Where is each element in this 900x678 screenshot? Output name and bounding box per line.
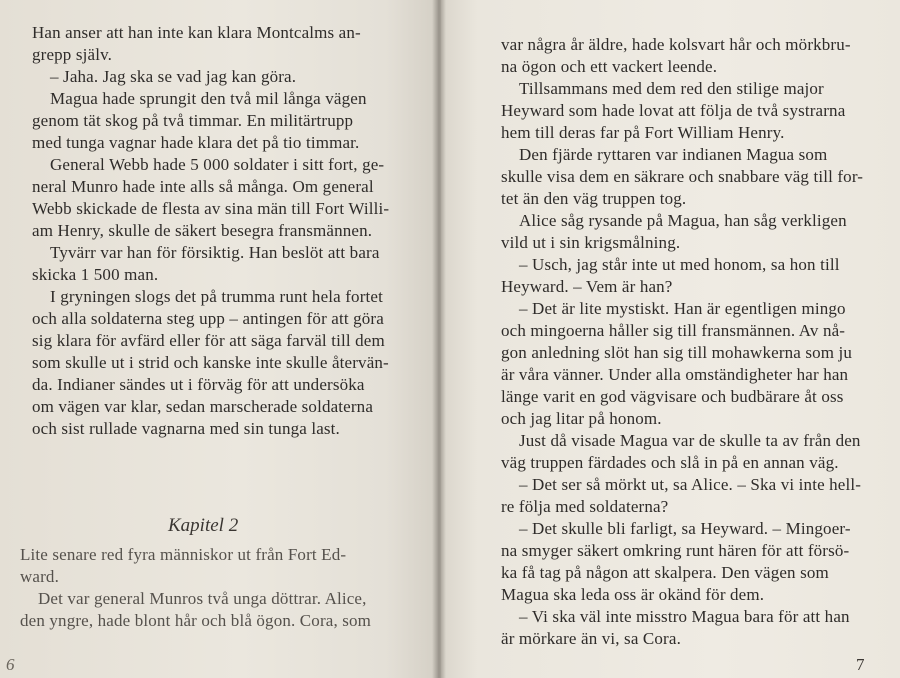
text-line: är mörkare än vi, sa Cora.	[501, 629, 681, 648]
text-line: – Jaha. Jag ska se vad jag kan göra.	[50, 67, 297, 86]
text-line: Webb skickade de flesta av sina män till Fort Willi-	[32, 199, 390, 218]
text-line: – Det skulle bli farligt, sa Heyward. – Mingoer-	[519, 519, 851, 538]
left-page	[0, 0, 438, 678]
left-page-top-text	[32, 22, 400, 440]
text-line: Lite senare red fyra människor ut från Fort Ed-	[20, 545, 347, 564]
right-page-text	[501, 34, 876, 650]
text-line: skicka 1 500 man.	[32, 265, 159, 284]
text-line: re följa med soldaterna?	[501, 497, 669, 516]
text-line: Tillsammans med dem red den stilige major	[519, 79, 824, 98]
text-line: tet än den väg truppen tog.	[501, 189, 687, 208]
text-line: grepp själv.	[32, 45, 113, 64]
text-line: skulle visa dem en säkrare och snabbare väg till for-	[501, 167, 864, 186]
text-line: Heyward som hade lovat att följa de två systrarna	[501, 101, 846, 120]
text-line: och alla soldaterna steg upp – antingen för att göra	[32, 309, 384, 328]
text-line: ward.	[20, 567, 59, 586]
text-line: sig klara för avfärd eller för att säga farväl till dem	[32, 331, 385, 350]
text-line: – Usch, jag står inte ut med honom, sa hon till	[519, 255, 840, 274]
text-line: och sist rullade vagnarna med sin tunga last.	[32, 419, 340, 438]
text-line: I gryningen slogs det på trumma runt hela fortet	[50, 287, 383, 306]
text-line: den yngre, hade blont hår och blå ögon. Cora, som	[20, 611, 372, 630]
text-line: – Vi ska väl inte misstro Magua bara för att han	[519, 607, 850, 626]
text-line: genom tät skog på två timmar. En militärtrupp	[32, 111, 354, 130]
text-line: na smyger säkert omkring runt hären för att försö-	[501, 541, 850, 560]
book-gutter	[432, 0, 446, 678]
chapter-heading: Kapitel 2	[168, 515, 239, 536]
text-line: länge varit en god vägvisare och budbärare åt oss	[501, 387, 844, 406]
text-line: – Det är lite mystiskt. Han är egentligen mingo	[519, 299, 846, 318]
text-line: Den fjärde ryttaren var indianen Magua som	[519, 145, 828, 164]
text-line: väg truppen färdades och slå in på en annan väg.	[501, 453, 839, 472]
text-line: – Det ser så mörkt ut, sa Alice. – Ska vi inte hell-	[519, 475, 862, 494]
text-line: General Webb hade 5 000 soldater i sitt fort, ge-	[50, 155, 385, 174]
text-line: hem till deras far på Fort William Henry.	[501, 123, 785, 142]
text-line: neral Munro hade inte alls så många. Om general	[32, 177, 374, 196]
text-line: am Henry, skulle de säkert besegra fransmännen.	[32, 221, 373, 240]
text-line: var några år äldre, hade kolsvart hår och mörkbru-	[501, 35, 851, 54]
text-line: Just då visade Magua var de skulle ta av från den	[519, 431, 861, 450]
text-line: Han anser att han inte kan klara Montcalms an-	[32, 23, 361, 42]
text-line: och jag litar på honom.	[501, 409, 662, 428]
text-line: Heyward. – Vem är han?	[501, 277, 673, 296]
page-number-right: 7	[856, 655, 865, 674]
text-line: Alice såg rysande på Magua, han såg verkligen	[519, 211, 847, 230]
text-line: om vägen var klar, sedan marscherade soldaterna	[32, 397, 374, 416]
text-line: ka få tag på någon att skalpera. Den vägen som	[501, 563, 829, 582]
text-line: är våra vänner. Under alla omständigheter har han	[501, 365, 849, 384]
left-page-bottom-text	[20, 544, 400, 632]
right-page	[441, 0, 900, 678]
text-line: na ögon och ett vackert leende.	[501, 57, 718, 76]
text-line: med tunga vagnar hade klara det på tio timmar.	[32, 133, 360, 152]
text-line: vild ut i sin krigsmålning.	[501, 233, 681, 252]
text-line: Magua hade sprungit den två mil långa vägen	[50, 89, 367, 108]
text-line: da. Indianer sändes ut i förväg för att undersöka	[32, 375, 365, 394]
text-line: Det var general Munros två unga döttrar. Alice,	[38, 589, 367, 608]
text-line: och mingoerna håller sig till fransmännen. Av nå-	[501, 321, 846, 340]
text-line: Magua ska leda oss är okänd för dem.	[501, 585, 765, 604]
text-line: gon anledning slöt han sig till mohawkerna som ju	[501, 343, 853, 362]
text-line: som skulle ut i strid och kanske inte skulle återvän-	[32, 353, 389, 372]
page-number-left: 6	[6, 655, 15, 674]
text-line: Tyvärr var han för försiktig. Han beslöt att bara	[50, 243, 380, 262]
